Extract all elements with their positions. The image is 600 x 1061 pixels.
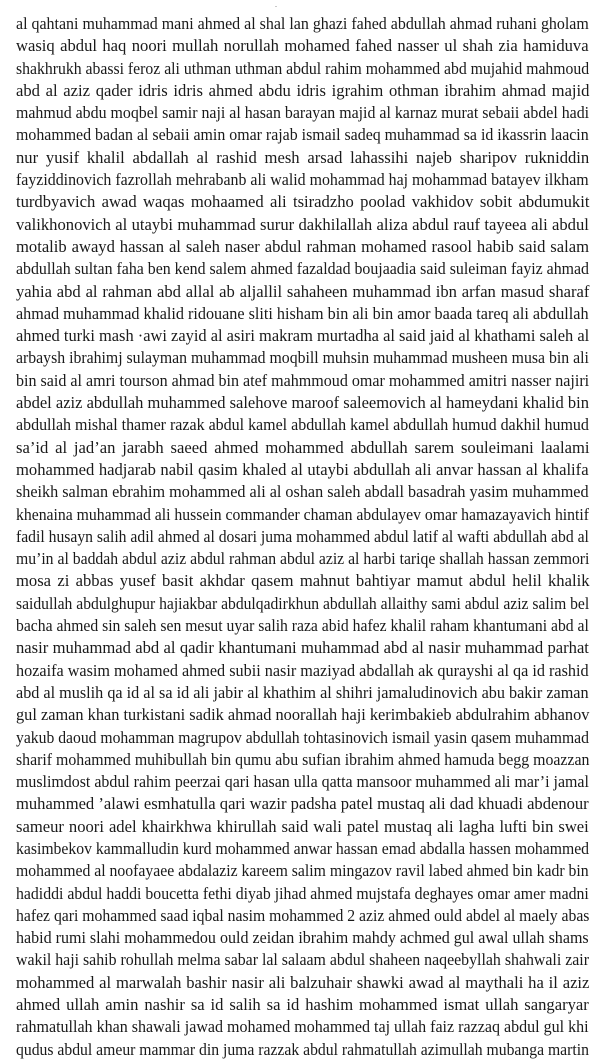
text-line: ahmed ullah amin nashir sa id salih sa id hashim mohammed ismat ullah sangaryar <box>16 995 589 1015</box>
text-line: shakhrukh abassi feroz ali uthman uthman abdul rahim mohammed abd mujahid mahmoud <box>16 58 590 78</box>
text-line: abd al aziz qader idris idris ahmed abdu idris igrahim othman ibrahim ahmad majid <box>16 80 590 100</box>
text-line: ahmad muhammad khalid ridouane sliti hisham bin ali bin amor baada tareq ali abdullah <box>16 303 589 323</box>
text-line: yahia abd al rahman abd allal ab aljallil sahaheen muhammad ibn arfan masud sharaf <box>16 281 590 301</box>
text-line: muhammed ’alawi esmhatulla qari wazir padsha patel mustaq ali dad khuadi abdenour <box>16 794 589 814</box>
scan-artifact <box>275 6 277 7</box>
text-line: hozaifa wasim mohamed ahmed subii nasir maziyad abdallah ak qurayshi al qa id rashid <box>16 660 589 680</box>
text-line: mu’in al baddah abdul aziz abdul rahman abdul aziz al harbi tariqe shallah hassan zemmori <box>16 549 590 569</box>
name-list-paragraph <box>16 13 589 1061</box>
text-line: hafez qari mohammed saad iqbal nasim mohammed 2 aziz ahmed ould abdel al maely abas <box>16 905 590 925</box>
text-line: bacha ahmed sin saleh sen mesut uyar salih raza abid hafez khalil raham khantumani abd al <box>16 616 589 636</box>
text-line: abdel aziz abdullah muhammed salehove maroof saleemovich al hameydani khalid bin <box>16 393 589 413</box>
text-line: yakub daoud mohamman magrupov abdullah tohtasinovich ismail yasin qasem muhammad <box>16 727 589 747</box>
text-line: abdullah sultan faha ben kend salem ahmed fazaldad boujaadia said suleiman fayiz ahmad <box>16 259 590 279</box>
text-line: gul zaman khan turkistani sadik ahmad noorallah haji kerimbakieb abdulrahim abhanov <box>16 705 590 725</box>
text-line: muslimdost abdul rahim peerzai qari hasan ulla qatta mansoor muhammed ali mar’i jamal <box>16 772 589 792</box>
text-line: turdbyavich awad waqas mohaamed ali tsiradzho poolad vakhidov sobit abdumukit <box>16 192 590 212</box>
text-line: rahmatullah khan shawali jawad mohamed mohammed taj ullah faiz razzaq abdul gul khi <box>16 1017 589 1037</box>
text-line: sameur noori adel khairkhwa khirullah said wali patel mustaq ali lagha lufti bin swei <box>16 816 589 836</box>
text-line: wasiq abdul haq noori mullah norullah mohamed fahed nasser ul shah zia hamiduva <box>16 36 589 56</box>
text-line: sheikh salman ebrahim mohammed ali al oshan saleh abdall basadrah yasim muhammed <box>16 482 589 502</box>
text-line: abdullah mishal thamer razak abdul kamel abdullah kamel abdullah humud dakhil humud <box>16 415 589 435</box>
text-line: motalib awayd hassan al saleh naser abdul rahman mohamed rasool habib said salam <box>16 236 590 256</box>
text-line: bin said al amri tourson ahmad bin atef mahmmoud omar mohammed amitri nasser najiri <box>16 370 590 390</box>
text-line: mohammed al marwalah bashir nasir ali balzuhair shawki awad al maythali ha il aziz <box>16 972 590 992</box>
text-line: valikhonovich al utaybi muhammad surur dakhilallah aliza abdul rauf tayeea ali abdul <box>16 214 589 234</box>
text-line: kasimbekov kammalludin kurd mohammed anwar hassan emad abdalla hassen mohammed <box>16 838 590 858</box>
text-line: abd al muslih qa id al sa id ali jabir al khathim al shihri jamaludinovich abu bakir zaman <box>16 682 589 702</box>
text-line: saidullah abdulghupur hajiakbar abdulqadirkhun abdullah allaithy sami abdul aziz salim bel <box>16 593 590 613</box>
text-line: khenaina muhammad ali hussein commander chaman abdulayev omar hamazayavich hintif <box>16 504 589 524</box>
text-line: mohammed badan al sebaii amin omar rajab ismail sadeq muhammad sa id ikassrin laacin <box>16 125 589 145</box>
text-line: mohammed hadjarab nabil qasim khaled al utaybi abdullah ali anvar hassan al khalifa <box>16 459 589 479</box>
text-line: qudus abdul ameur mammar din juma razzak abdul rahmatullah azimullah mubanga martin <box>16 1039 589 1059</box>
text-line: sharif mohammed muhibullah bin qumu abu sufian ibrahim ahmed hamuda begg moazzan <box>16 749 590 769</box>
text-line: arbaysh ibrahimj sulayman muhammad moqbill muhsin muhammad musheen musa bin ali <box>16 348 589 368</box>
text-line: mohammed al noofayaee abdalaziz kareem salim mingazov ravil labed ahmed bin kadr bin <box>16 861 589 881</box>
text-line: al qahtani muhammad mani ahmed al shal lan ghazi fahed abdullah ahmad ruhani gholam <box>16 14 589 33</box>
text-line: nasir muhammad abd al qadir khantumani muhammad abd al nasir muhammad parhat <box>16 638 589 658</box>
text-line: nur yusif khalil abdallah al rashid mesh arsad lahassihi najeb sharipov rukniddin <box>16 147 590 167</box>
text-line: ahmed turki mash ·awi zayid al asiri makram murtadha al said jaid al khathami saleh al <box>16 326 590 346</box>
text-line: fayziddinovich fazrollah mehrabanb ali walid mohammad haj mohammad batayev ilkham <box>16 170 589 190</box>
text-line: hadiddi abdul haddi boucetta fethi diyab jihad ahmed mujstafa deghayes omar amer madni <box>16 883 589 903</box>
text-line: habid rumi slahi mohammedou ould zeidan ibrahim mahdy achmed gul awal ullah shams <box>16 928 589 948</box>
text-line: wakil haji sahib rohullah melma sabar lal salaam abdul shaheen naqeebyllah shahwali zair <box>16 950 590 970</box>
text-line: mosa zi abbas yusef basit akhdar qasem mahnut bahtiyar mamut abdul helil khalik <box>16 571 590 591</box>
text-line: mahmud abdu moqbel samir naji al hasan barayan majid al karnaz murat sebaii abdel hadi <box>16 103 590 123</box>
text-line: sa’id al jad’an jarabh saeed ahmed mohammed abdullah sarem souleimani laalami <box>16 437 590 457</box>
text-line: fadil husayn salih adil ahmed al dosari juma mohammed abdul latif al wafti abdullah abd al <box>16 526 589 546</box>
